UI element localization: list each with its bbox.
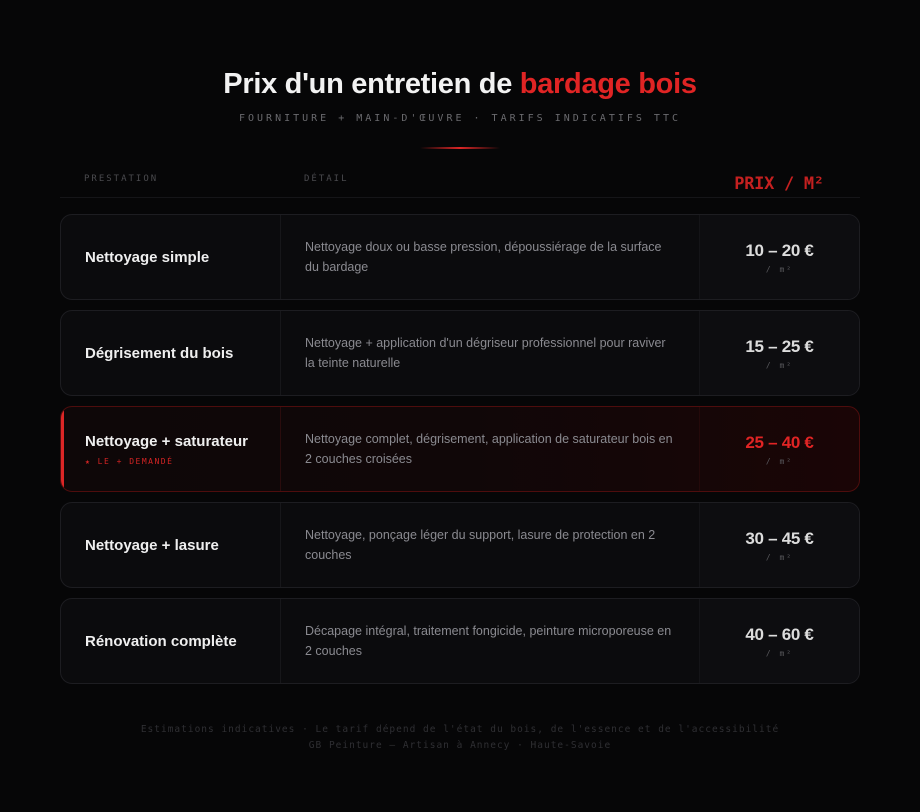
footer-disclaimer: Estimations indicatives · Le tarif dépend de l'état du bois, de l'essence et de l'accessibilité (140, 724, 780, 735)
price-cell (699, 215, 859, 299)
most-requested-badge: ★ LE + DEMANDÉ (85, 456, 174, 466)
title-accent: bardage bois (519, 68, 697, 100)
prestation-name: Nettoyage simple (85, 248, 210, 266)
column-header-prestation: PRESTATION (84, 174, 159, 184)
prestation-name: Rénovation complète (85, 632, 237, 650)
price-value: 30 – 45 € (745, 528, 814, 548)
column-header-detail: DÉTAIL (304, 174, 349, 184)
price-cell (699, 599, 859, 683)
column-header-price: PRIX / M² (734, 174, 824, 194)
price-value: 25 – 40 € (745, 432, 814, 452)
prestation-name: Nettoyage + lasure (85, 536, 219, 554)
detail-cell: Nettoyage complet, dégrisement, application de saturateur bois en 2 couches croisées (305, 432, 673, 466)
detail-cell: Nettoyage doux ou basse pression, dépoussiérage de la surface du bardage (305, 240, 662, 274)
price-cell (699, 311, 859, 395)
price-cell (699, 503, 859, 587)
page-title (0, 68, 920, 101)
price-value: 15 – 25 € (745, 336, 814, 356)
price-unit: / m² (765, 648, 794, 658)
footer-note (0, 722, 920, 754)
prestation-cell (61, 503, 281, 587)
prestation-cell (61, 311, 281, 395)
footer-signature: GB Peinture — Artisan à Annecy · Haute-Savoie (308, 740, 612, 751)
pricing-row (60, 502, 860, 588)
header-divider (60, 197, 860, 198)
pricing-list (60, 214, 860, 694)
pricing-row (60, 214, 860, 300)
page-subtitle: FOURNITURE + MAIN-D'ŒUVRE · TARIFS INDICATIFS TTC (238, 113, 681, 124)
prestation-name: Nettoyage + saturateur (85, 432, 248, 450)
detail-cell: Décapage intégral, traitement fongicide, peinture microporeuse en 2 couches (305, 624, 672, 658)
detail-cell: Nettoyage, ponçage léger du support, lasure de protection en 2 couches (305, 528, 656, 562)
detail-cell: Nettoyage + application d'un dégriseur professionnel pour raviver la teinte naturelle (305, 336, 666, 370)
price-unit: / m² (765, 552, 794, 562)
prestation-cell (61, 407, 281, 491)
title-divider (420, 147, 500, 149)
price-unit: / m² (765, 360, 794, 370)
pricing-row (60, 598, 860, 684)
pricing-row (60, 310, 860, 396)
price-value: 10 – 20 € (745, 240, 814, 260)
prestation-cell (61, 215, 281, 299)
price-unit: / m² (765, 456, 794, 466)
price-value: 40 – 60 € (745, 624, 814, 644)
prestation-cell (61, 599, 281, 683)
price-unit: / m² (765, 264, 794, 274)
price-cell (699, 407, 859, 491)
prestation-name: Dégrisement du bois (85, 344, 234, 362)
pricing-row-featured (60, 406, 860, 492)
title-main: Prix d'un entretien de (223, 68, 520, 100)
